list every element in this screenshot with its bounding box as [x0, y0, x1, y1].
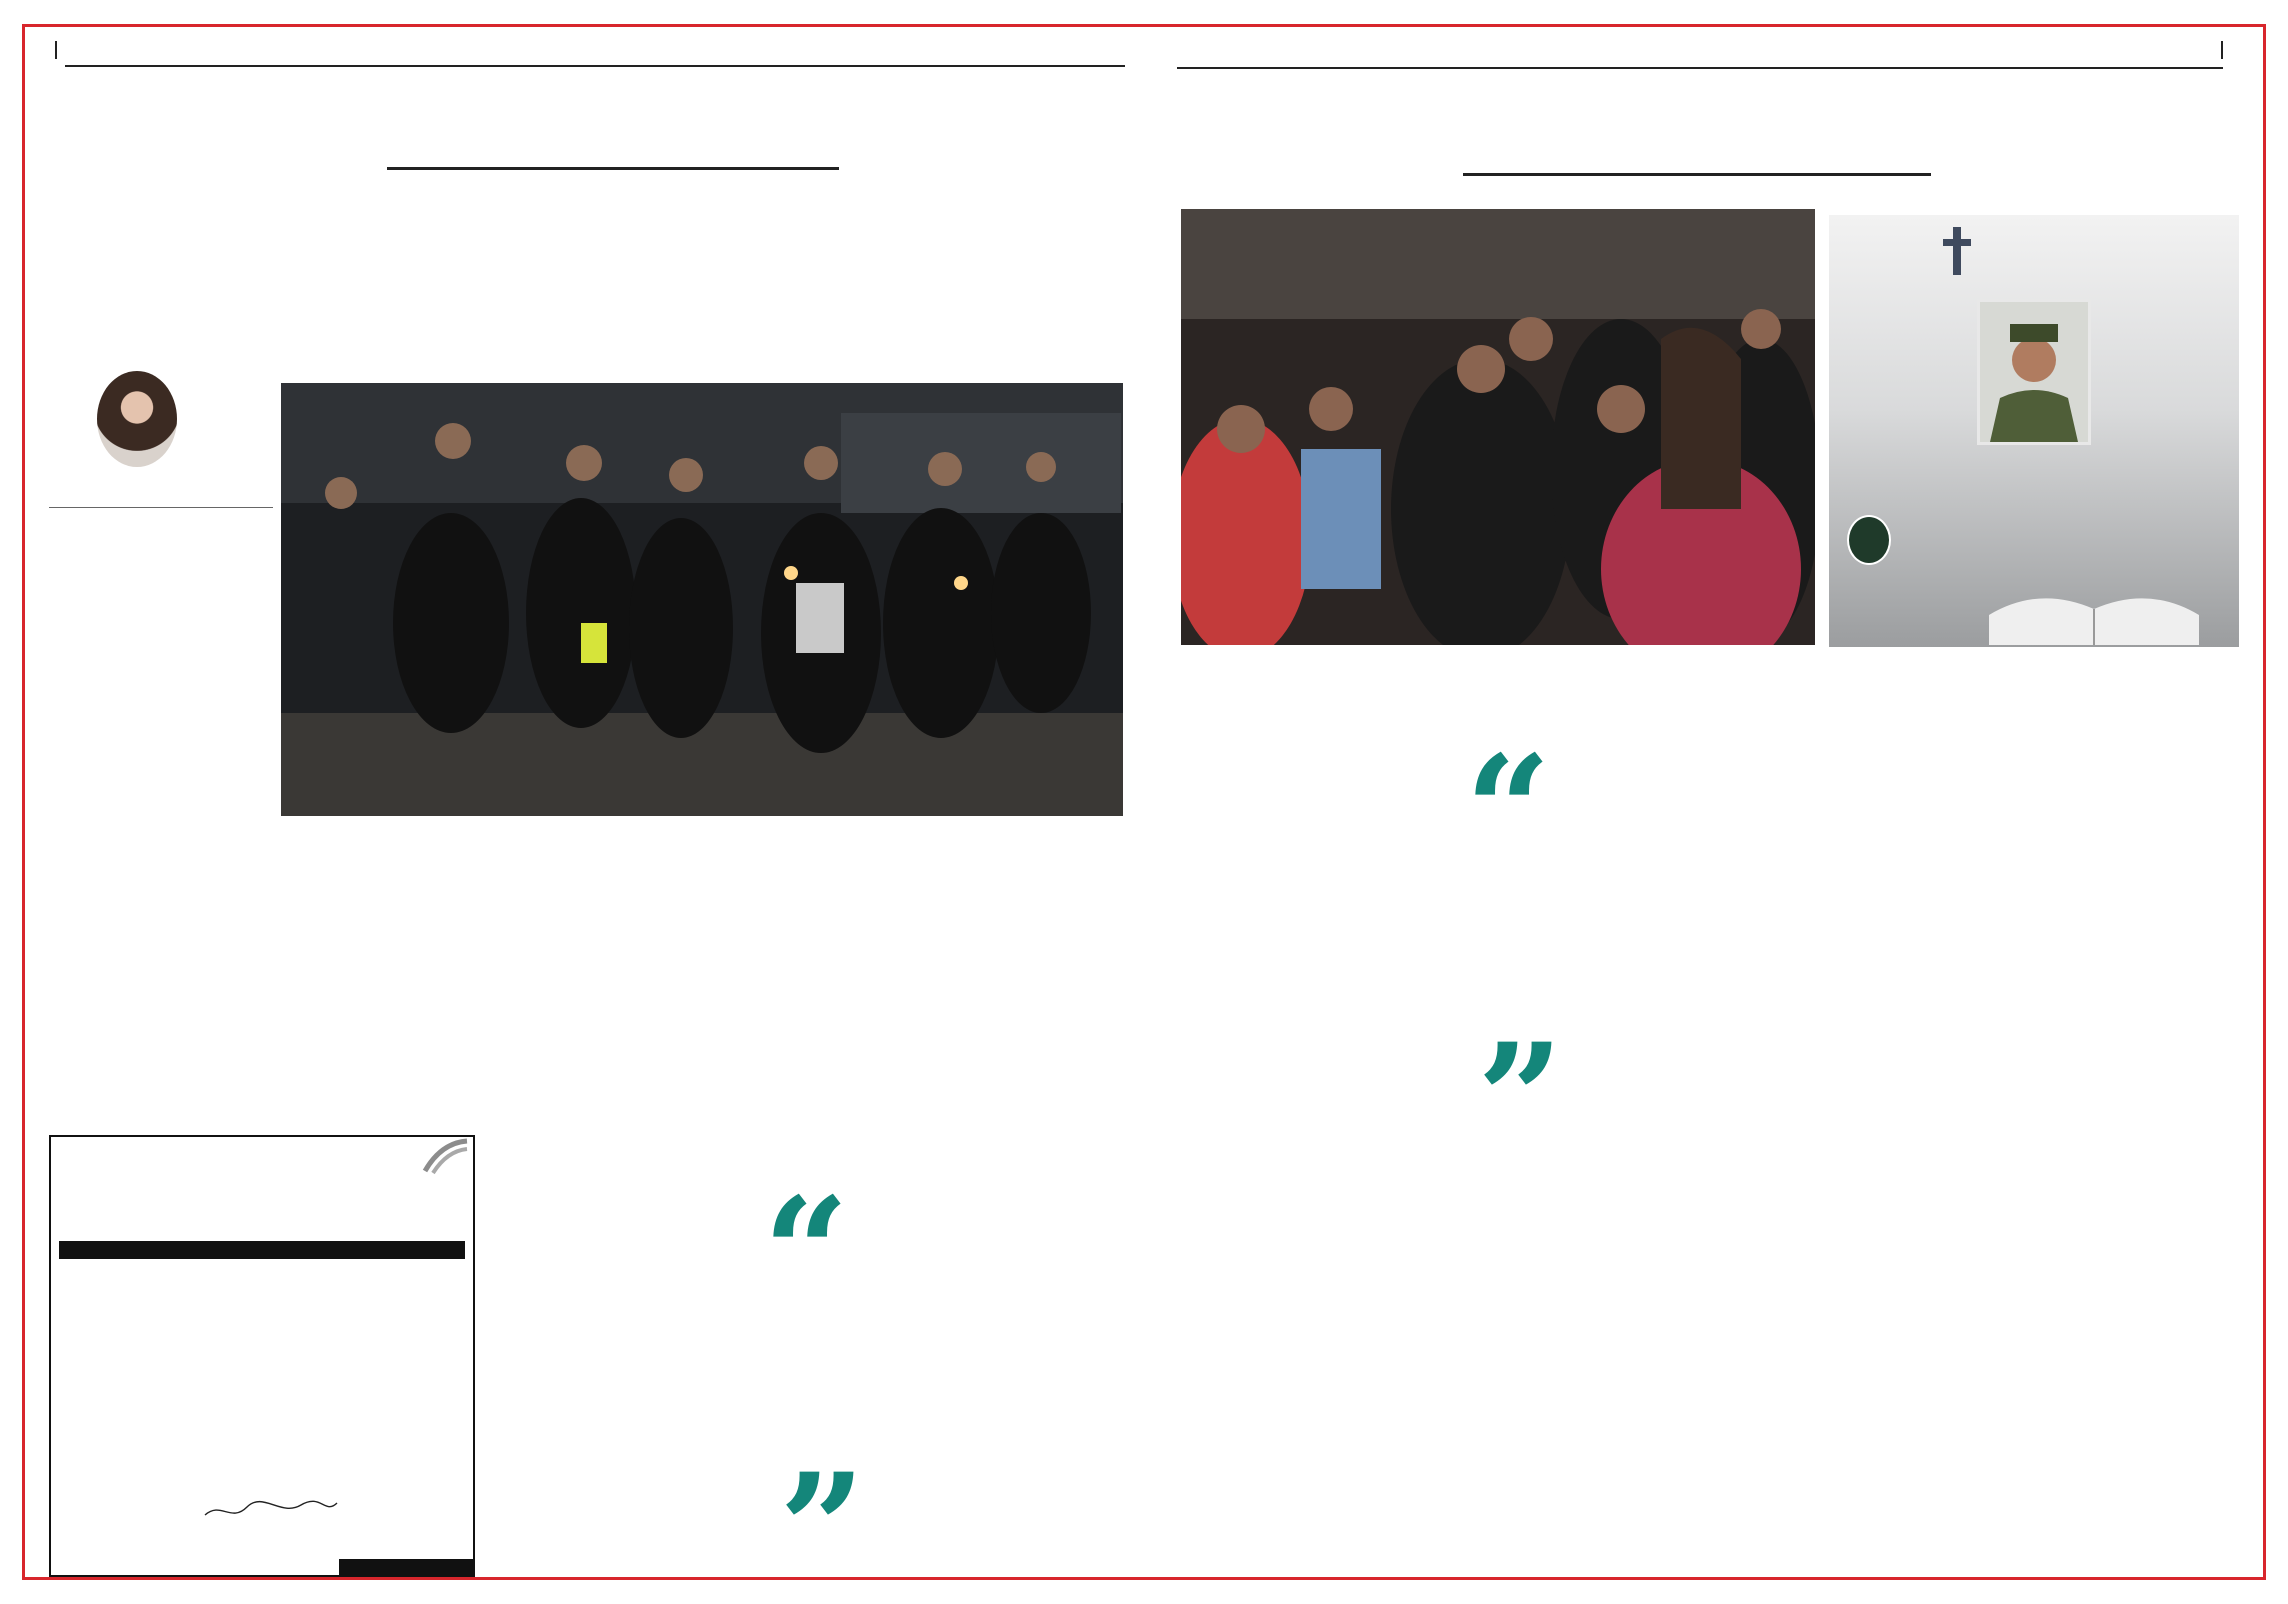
author-photo: [97, 371, 177, 467]
memorial-portrait-illustration: [1980, 302, 2088, 442]
memorial-graphic: [1829, 215, 2239, 647]
newspaper-spread: [22, 24, 2266, 1580]
main-photo-police-arrival: [281, 383, 1123, 816]
pull-quote-right-close-mark: ”: [1477, 1011, 1564, 1187]
right-section-rule: [1463, 173, 1931, 176]
author-rule: [49, 507, 273, 508]
right-article-column-2-top: [1407, 673, 1603, 717]
pull-quote-close-mark: ”: [779, 1441, 866, 1580]
pull-quote-open-mark: “: [763, 1165, 850, 1341]
ad-footer: [339, 1559, 473, 1575]
article-column-5: [927, 851, 1123, 1579]
article-column-2: [281, 851, 479, 1163]
article-column-1: [49, 523, 273, 1129]
cross-icon: [1941, 225, 1973, 277]
left-section-rule: [387, 167, 839, 170]
ad-title: [59, 1241, 465, 1259]
ad-signature: [201, 1497, 341, 1523]
left-header-rule: [65, 65, 1125, 67]
right-header-rule: [1177, 67, 2223, 69]
memorial-portrait: [1977, 299, 2091, 445]
pull-quote-right-open-mark: “: [1465, 723, 1552, 899]
main-photo-illustration: [281, 383, 1123, 816]
electrohuila-ad: [49, 1135, 475, 1577]
photo-family-reunion-illustration: [1181, 209, 1815, 645]
right-article-column-1: [1181, 673, 1393, 1579]
electrohuila-logo-icon: [421, 1137, 471, 1177]
right-article-column-2: [1407, 1237, 1603, 1579]
article-column-4: [711, 851, 909, 1047]
photo-family-reunion: [1181, 209, 1815, 645]
article-column-3: [497, 851, 695, 1579]
left-page-number-rule: [55, 41, 57, 59]
open-book-icon: [1979, 545, 2209, 647]
right-page-number-rule: [2221, 41, 2223, 59]
police-shield-icon: [1847, 515, 1891, 565]
